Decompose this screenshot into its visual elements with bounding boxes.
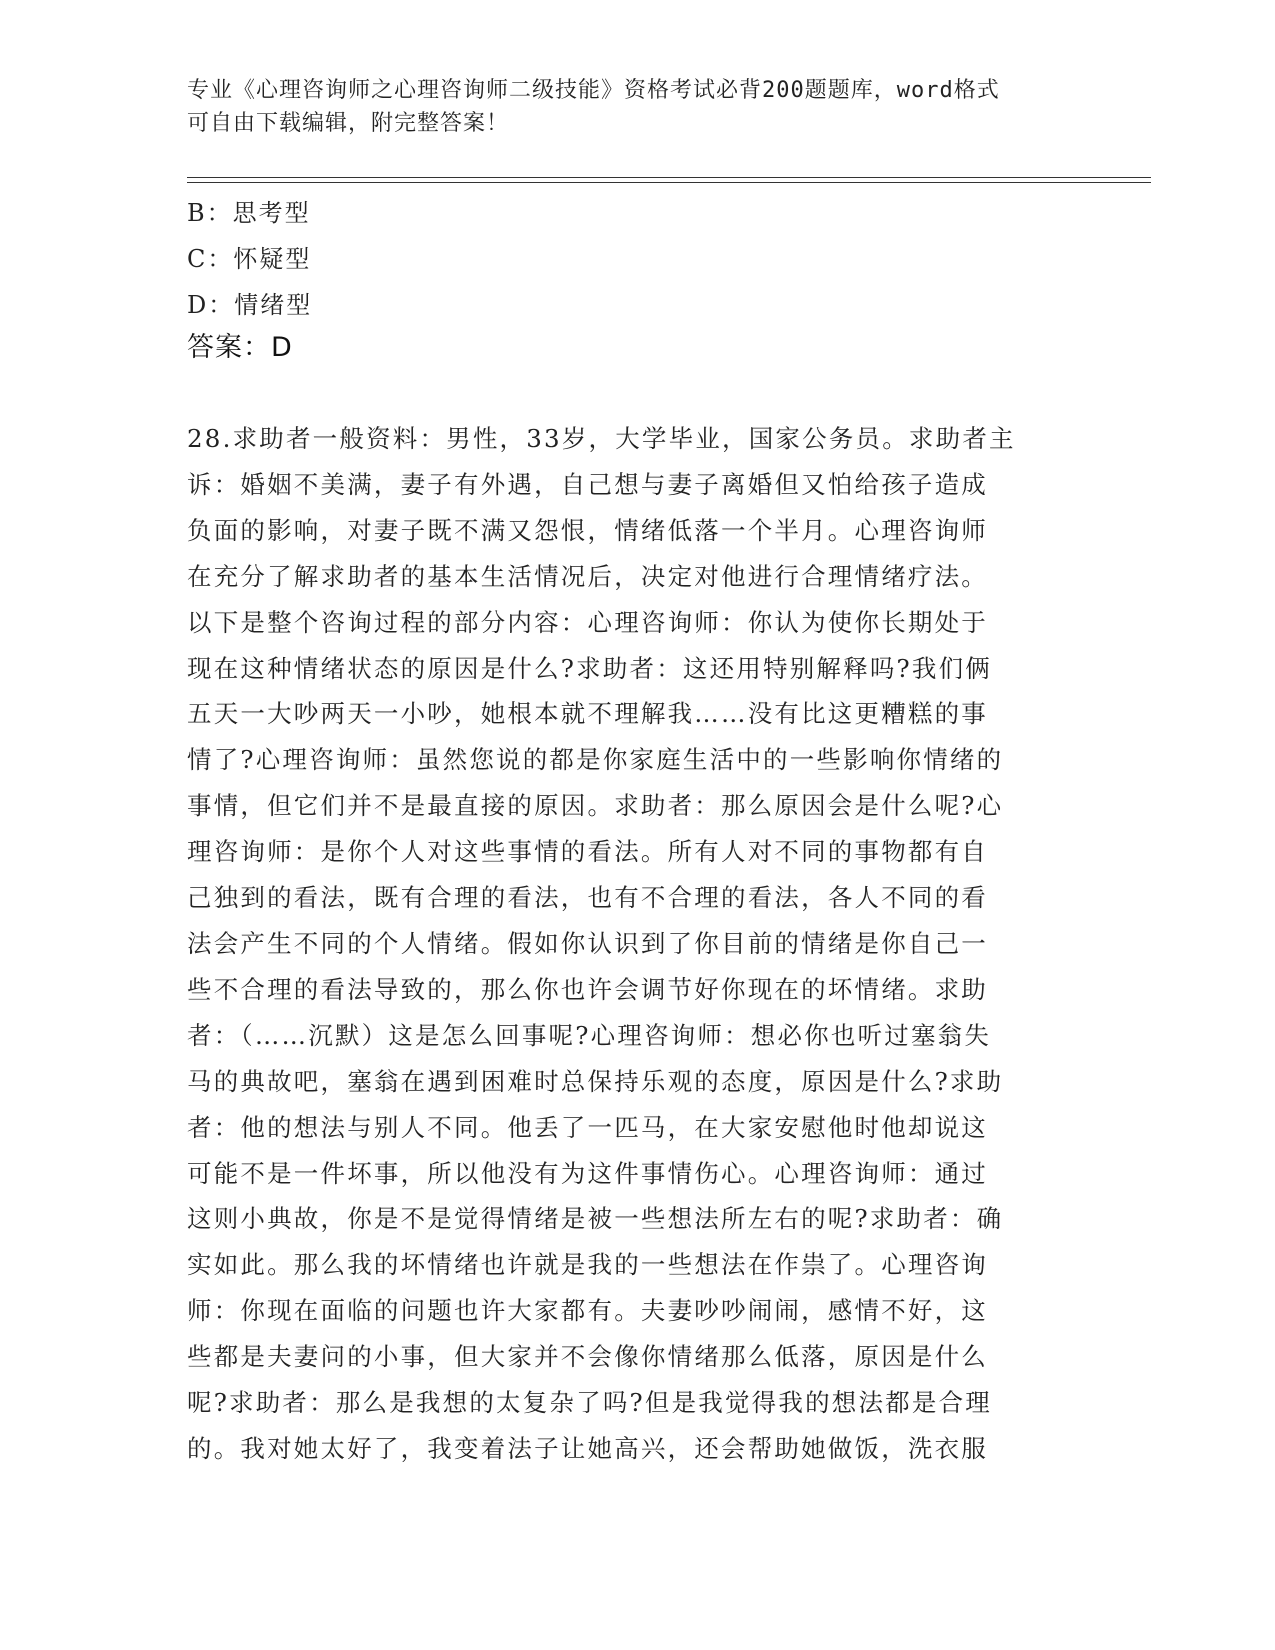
question-line: 者：（……沉默）这是怎么回事呢?心理咨询师：想必你也听过塞翁失 — [187, 1020, 992, 1050]
question-line: 五天一大吵两天一小吵，她根本就不理解我……没有比这更糟糕的事 — [187, 699, 988, 729]
header-divider-bottom — [187, 182, 1151, 183]
question-line: 马的典故吧，塞翁在遇到困难时总保持乐观的态度，原因是什么?求助 — [187, 1066, 1004, 1096]
header-line: 可自由下载编辑，附完整答案！ — [187, 111, 510, 136]
question-line: 情了?心理咨询师：虽然您说的都是你家庭生活中的一些影响你情绪的 — [187, 745, 1004, 775]
question-line: 己独到的看法，既有合理的看法，也有不合理的看法，各人不同的看 — [187, 883, 988, 913]
question-line: 这则小典故，你是不是觉得情绪是被一些想法所左右的呢?求助者：确 — [187, 1204, 1004, 1234]
option-c: C：怀疑型 — [187, 245, 312, 273]
question-line: 以下是整个咨询过程的部分内容：心理咨询师：你认为使你长期处于 — [187, 607, 988, 637]
question-line: 师：你现在面临的问题也许大家都有。夫妻吵吵闹闹，感情不好，这 — [187, 1296, 988, 1326]
question-line: 呢?求助者：那么是我想的太复杂了吗?但是我觉得我的想法都是合理 — [187, 1388, 992, 1418]
question-line: 现在这种情绪状态的原因是什么?求助者：这还用特别解释吗?我们俩 — [187, 653, 992, 683]
question-line: 的。我对她太好了，我变着法子让她高兴，还会帮助她做饭，洗衣服 — [187, 1433, 988, 1463]
question-line: 些都是夫妻问的小事，但大家并不会像你情绪那么低落，原因是什么 — [187, 1342, 988, 1372]
option-b: B：思考型 — [187, 199, 311, 227]
header-divider-top — [187, 177, 1151, 178]
question-line: 在充分了解求助者的基本生活情况后，决定对他进行合理情绪疗法。 — [187, 561, 988, 591]
question-line: 理咨询师：是你个人对这些事情的看法。所有人对不同的事物都有自 — [187, 837, 988, 867]
question-line: 28.求助者一般资料：男性，33岁，大学毕业，国家公务员。求助者主 — [187, 424, 1016, 453]
answer-key: 答案：D — [187, 332, 293, 363]
question-line: 负面的影响，对妻子既不满又怨恨，情绪低落一个半月。心理咨询师 — [187, 515, 988, 545]
question-line: 诉：婚姻不美满，妻子有外遇，自己想与妻子离婚但又怕给孩子造成 — [187, 469, 988, 499]
question-line: 者：他的想法与别人不同。他丢了一匹马，在大家安慰他时他却说这 — [187, 1112, 988, 1142]
header-line: 专业《心理咨询师之心理咨询师二级技能》资格考试必背200题题库，word格式 — [187, 78, 1000, 103]
question-line: 些不合理的看法导致的，那么你也许会调节好你现在的坏情绪。求助 — [187, 974, 988, 1004]
question-line: 可能不是一件坏事，所以他没有为这件事情伤心。心理咨询师：通过 — [187, 1158, 988, 1188]
page-header — [187, 74, 1067, 140]
question-line: 事情，但它们并不是最直接的原因。求助者：那么原因会是什么呢?心 — [187, 791, 1004, 821]
option-d: D：情绪型 — [187, 291, 313, 319]
question-line: 法会产生不同的个人情绪。假如你认识到了你目前的情绪是你自己一 — [187, 928, 988, 958]
question-line: 实如此。那么我的坏情绪也许就是我的一些想法在作祟了。心理咨询 — [187, 1250, 988, 1280]
question-28 — [187, 416, 1087, 1472]
answer-options — [187, 190, 312, 328]
